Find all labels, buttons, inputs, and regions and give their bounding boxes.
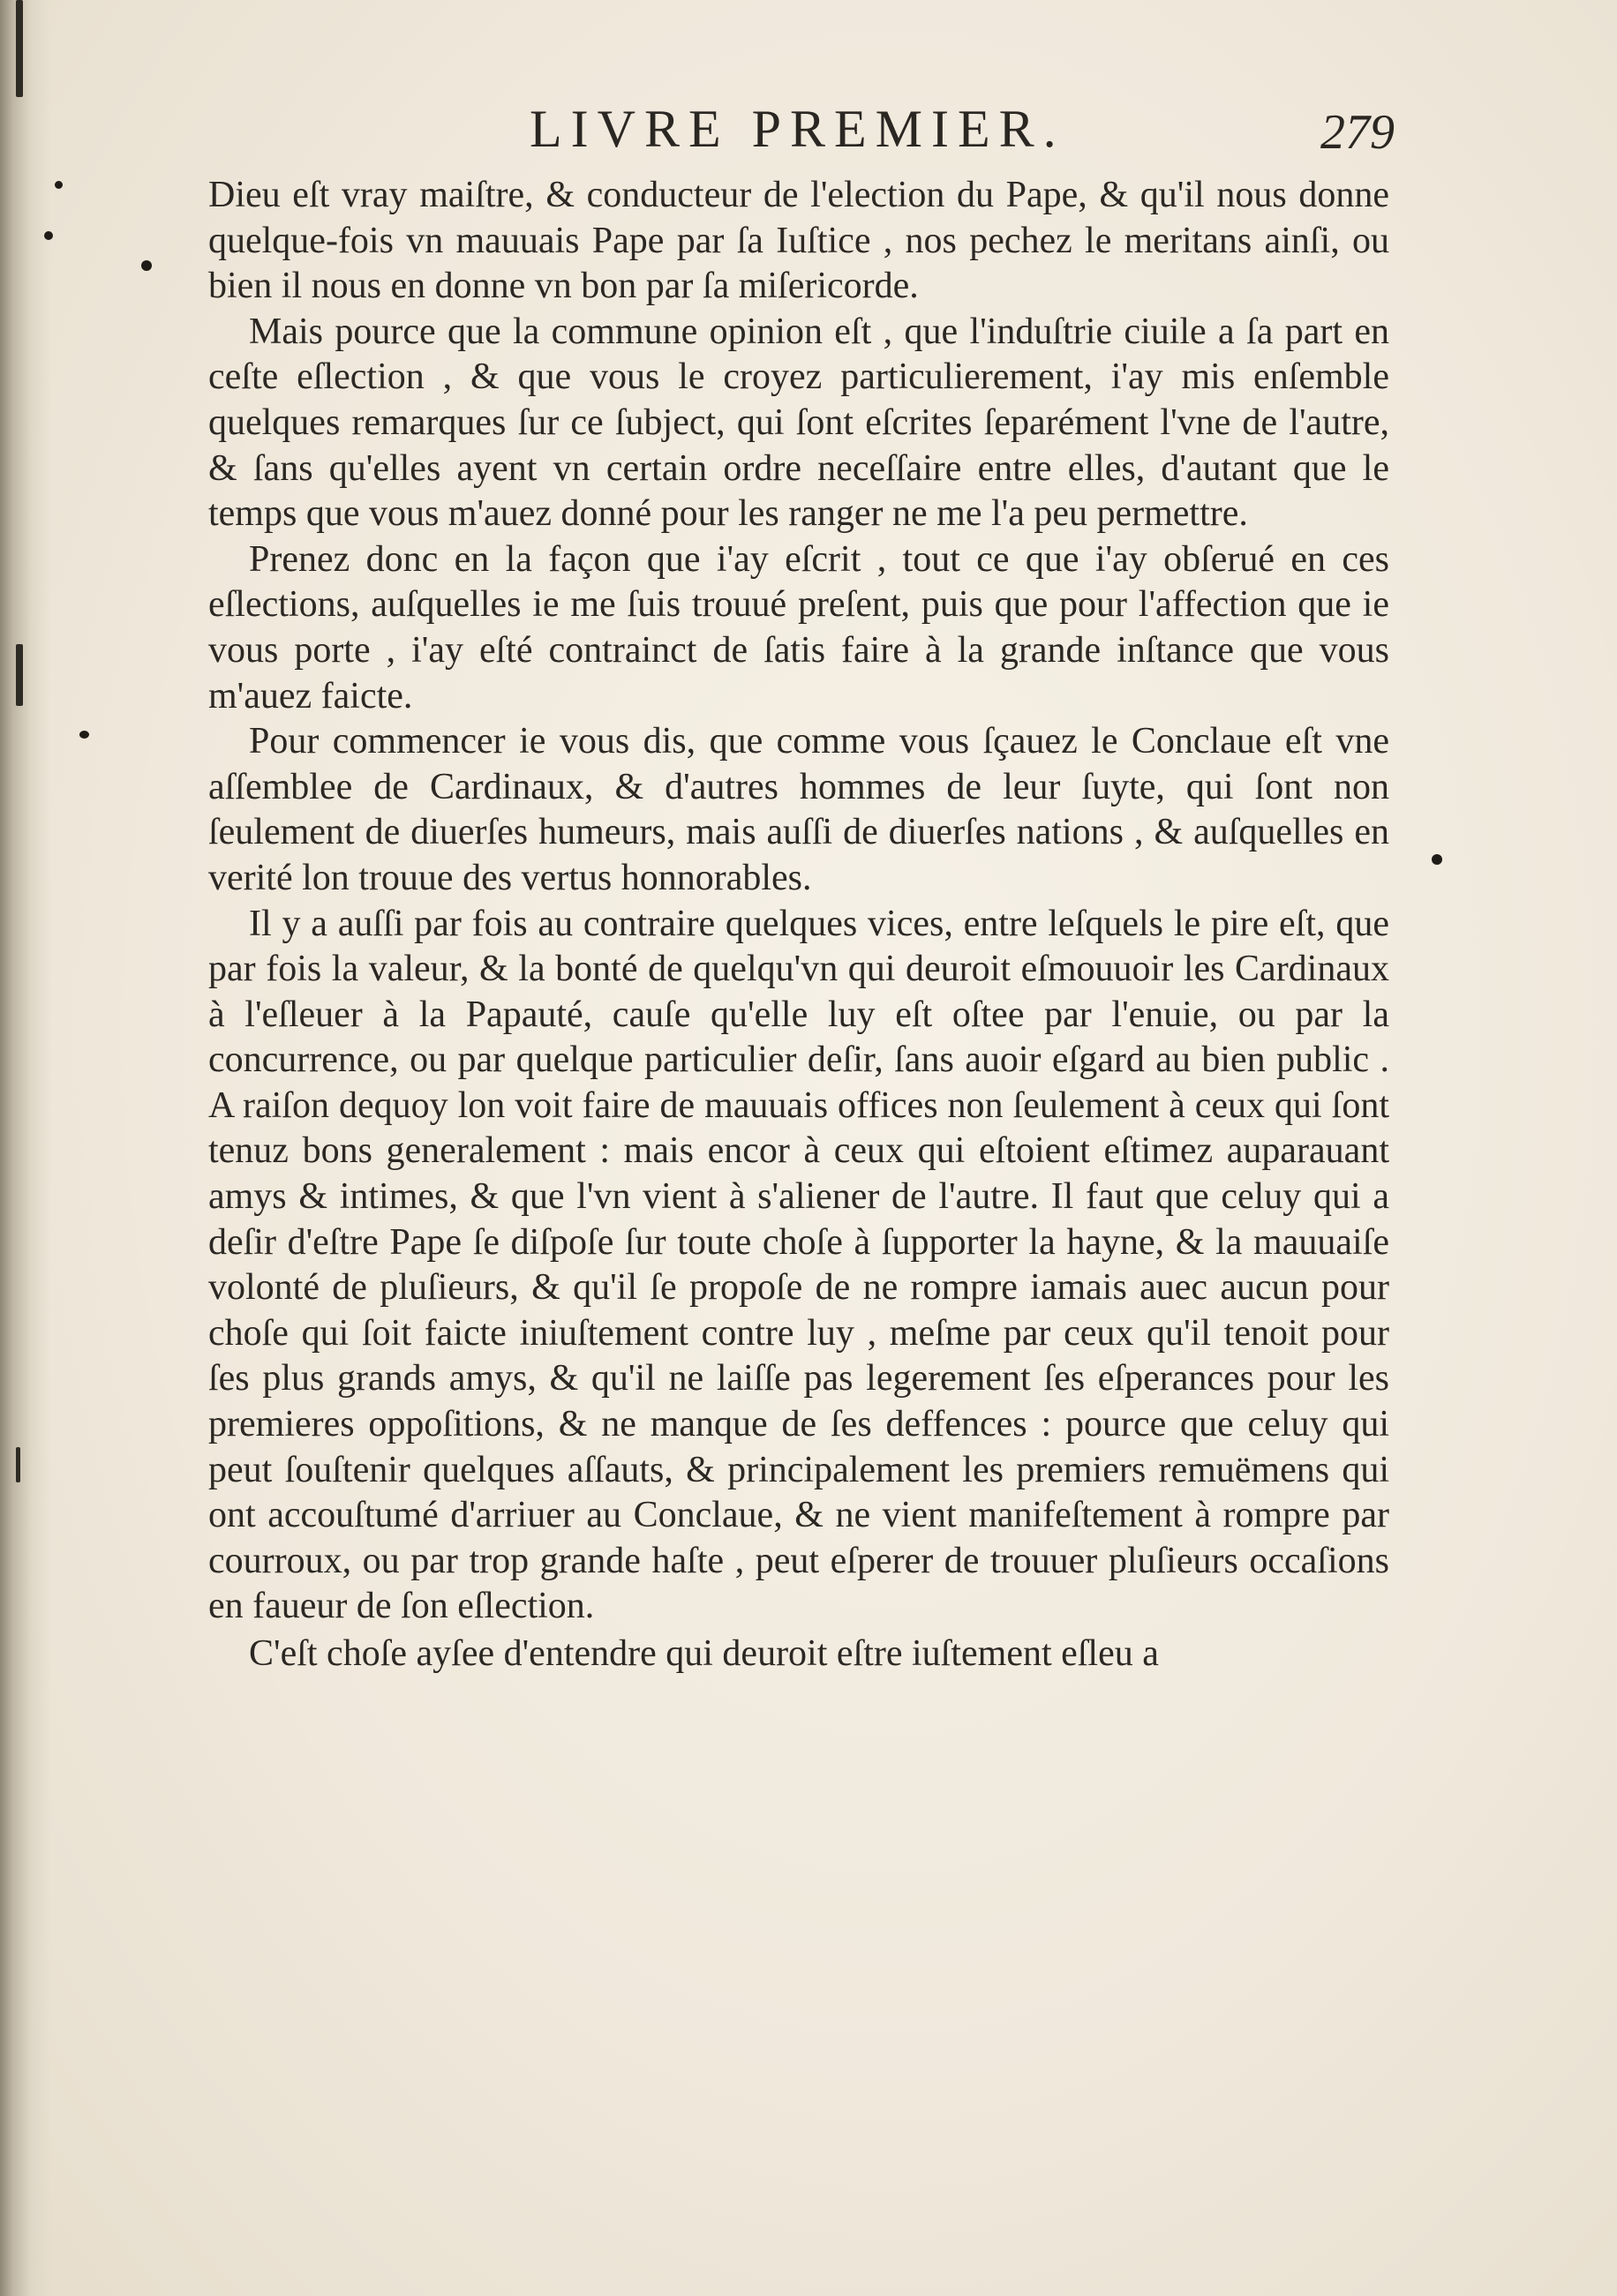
binding-mark: [16, 0, 23, 97]
catchline: C'eſt choſe ayſee d'entendre qui deuroit eſtre iuſtement eſleu a: [249, 1633, 1159, 1674]
binding-mark: [16, 1447, 20, 1482]
binding-mark: [16, 644, 23, 706]
paragraph: Prenez donc en la façon que i'ay eſcrit , tout ce que i'ay obſerué en ces eſlections, auſquelles ie me ſuis trouué preſent, puis que pour l'affection que ie vous porte , i'ay eſté contrainct de ſatis faire à la grande inſtance que vous m'auez faicte.: [208, 538, 1389, 717]
ink-speck: [1432, 854, 1442, 865]
ink-speck: [141, 260, 152, 271]
ink-speck: [79, 731, 89, 739]
paragraph: Il y a auſſi par fois au contraire quelques vices, entre leſquels le pire eſt, que par fois la valeur, & la bonté de quelqu'vn qui deuroit eſmouuoir les Cardinaux à l'eſleuer à la Papauté, cauſe qu'elle luy eſt oſtee par l'enuie, ou par la concurrence, ou par quelque particulier deſir, ſans auoir eſgard au bien public . A raiſon dequoy lon voit faire de mauuais offices non ſeulement à ceux qui ſont tenuz bons generalement : mais encor à ceux qui eſtoient eſtimez auparauant amys & intimes, & que l'vn vient à s'aliener de l'autre. Il faut que celuy qui a deſir d'eſtre Pape ſe diſpoſe ſur toute choſe à ſupporter la hayne, & la mauuaiſe volonté de pluſieurs, & qu'il ſe propoſe de ne rompre iamais auec aucun pour choſe qui ſoit faicte iniuſtement contre luy , meſme par ceux qu'il tenoit pour ſes plus grands amys, & qu'il ne laiſſe pas legerement ſes eſperances pour les premieres oppoſitions, & ne manque de ſes deffences : pource que celuy qui peut ſouſtenir quelques aſſauts, & principalement les premiers remuëmens qui ont accouſtumé d'arriuer au Conclaue, & ne vient manifeſtement à rompre par courroux, ou par trop grande haſte , peut eſperer de trouuer pluſieurs occaſions en faueur de ſon eſlection.: [208, 903, 1389, 1627]
page-number: 279: [1320, 105, 1395, 160]
book-spine-shadow: [0, 0, 51, 2296]
paragraph: Mais pource que la commune opinion eſt , que l'induſtrie ciuile a ſa part en ceſte eſlection , & que vous le croyez particulierement, i'ay mis enſemble quelques remarques ſur ce ſubject, qui ſont eſcrites ſeparément l'vne de l'autre, & ſans qu'elles ayent vn certain ordre neceſſaire entre elles, d'autant que le temps que vous m'auez donné pour les ranger ne me l'a peu permettre.: [208, 311, 1389, 535]
ink-speck: [55, 181, 63, 189]
body-text: [208, 173, 1389, 1677]
paragraph: Pour commencer ie vous dis, que comme vous ſçauez le Conclaue eſt vne aſſemblee de Cardinaux, & d'autres hommes de leur ſuyte, qui ſont non ſeulement de diuerſes humeurs, mais auſſi de diuerſes nations , & auſquelles en verité lon trouue des vertus honnorables.: [208, 721, 1389, 898]
ink-speck: [44, 231, 53, 240]
paragraph: Dieu eſt vray maiſtre, & conducteur de l'election du Pape, & qu'il nous donne quelque-fois vn mauuais Pape par ſa Iuſtice , nos pechez le meritans ainſi, ou bien il nous en donne vn bon par ſa miſericorde.: [208, 175, 1389, 307]
running-head: LIVRE PREMIER.: [530, 100, 1065, 158]
page-header: [530, 99, 1395, 169]
